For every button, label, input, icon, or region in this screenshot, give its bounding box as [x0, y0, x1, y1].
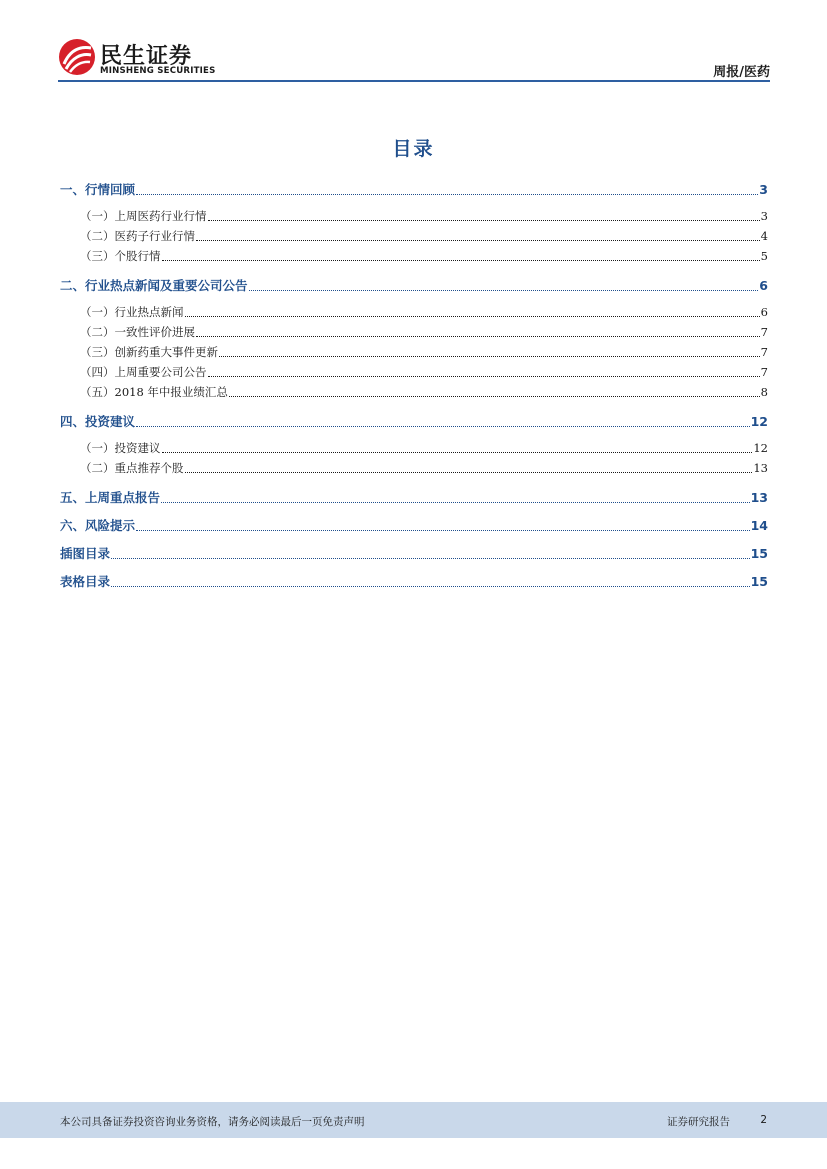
toc-entry-subsection[interactable] — [60, 440, 768, 456]
toc-entry-page: 7 — [760, 325, 768, 339]
toc-entry-title: （二）医药子行业行情 — [80, 229, 195, 243]
footer-disclaimer: 本公司具备证券投资咨询业务资格，请务必阅读最后一页免责声明 — [60, 1116, 365, 1128]
toc-title: 目录 — [392, 138, 435, 160]
header-divider — [58, 80, 770, 82]
toc-entry-page: 3 — [760, 209, 768, 223]
toc-dot-leader — [111, 585, 750, 587]
toc-entry-page: 14 — [750, 518, 768, 533]
toc-entry-title: （三）个股行情 — [80, 249, 161, 263]
toc-entry-page: 6 — [759, 278, 768, 293]
toc-entry-subsection[interactable] — [60, 228, 768, 244]
toc-entry-title: （五）2018 年中报业绩汇总 — [80, 385, 228, 399]
toc-entry-title: 五、上周重点报告 — [60, 490, 161, 505]
toc-dot-leader — [161, 501, 750, 503]
toc-entry-page: 15 — [750, 574, 768, 589]
toc-entry-title: 一、行情回顾 — [60, 182, 136, 197]
toc-dot-leader — [249, 289, 759, 291]
toc-dot-leader — [219, 355, 760, 357]
toc-entry-section[interactable] — [60, 412, 768, 430]
toc-entry-subsection[interactable] — [60, 460, 768, 476]
toc-entry-section[interactable] — [60, 276, 768, 294]
page-header — [58, 38, 770, 80]
toc-entry-title: （三）创新药重大事件更新 — [80, 345, 218, 359]
toc-entry-page: 8 — [760, 385, 768, 399]
toc-entry-subsection[interactable] — [60, 344, 768, 360]
logo-chinese-name: 民生证券 — [100, 44, 193, 69]
toc-entry-page: 15 — [750, 546, 768, 561]
toc-entry-title: 四、投资建议 — [60, 414, 136, 429]
toc-entry-title: （二）一致性评价进展 — [80, 325, 195, 339]
toc-entry-subsection[interactable] — [60, 208, 768, 224]
toc-entry-subsection[interactable] — [60, 384, 768, 400]
toc-entry-page: 12 — [753, 441, 768, 455]
footer-page-number: 2 — [760, 1114, 767, 1126]
page-footer — [0, 1102, 827, 1138]
minsheng-logo — [58, 38, 218, 80]
toc-entry-title: （二）重点推荐个股 — [80, 461, 184, 475]
toc-entry-section[interactable] — [60, 572, 768, 590]
toc-dot-leader — [162, 451, 753, 453]
toc-dot-leader — [185, 471, 753, 473]
toc-dot-leader — [208, 375, 760, 377]
toc-dot-leader — [229, 395, 760, 397]
toc-entry-section[interactable] — [60, 544, 768, 562]
toc-entry-subsection[interactable] — [60, 304, 768, 320]
toc-entry-title: （四）上周重要公司公告 — [80, 365, 207, 379]
toc-entry-title: （一）投资建议 — [80, 441, 161, 455]
toc-entry-page: 7 — [760, 345, 768, 359]
toc-dot-leader — [185, 315, 760, 317]
toc-entry-page: 12 — [750, 414, 768, 429]
toc-entry-title: 六、风险提示 — [60, 518, 136, 533]
toc-entry-page: 3 — [759, 182, 768, 197]
report-category: 周报/医药 — [713, 65, 770, 80]
toc-dot-leader — [136, 425, 750, 427]
toc-entry-page: 13 — [753, 461, 768, 475]
toc-dot-leader — [136, 193, 758, 195]
toc-entry-title: 二、行业热点新闻及重要公司公告 — [60, 278, 248, 293]
toc-entry-section[interactable] — [60, 488, 768, 506]
toc-dot-leader — [196, 239, 760, 241]
toc-entry-page: 6 — [760, 305, 768, 319]
toc-dot-leader — [111, 557, 750, 559]
logo-emblem-icon — [58, 38, 96, 76]
toc-dot-leader — [208, 219, 760, 221]
toc-entry-page: 4 — [760, 229, 768, 243]
toc-dot-leader — [162, 259, 760, 261]
toc-entry-page: 7 — [760, 365, 768, 379]
toc-entry-subsection[interactable] — [60, 324, 768, 340]
toc-entry-title: （一）行业热点新闻 — [80, 305, 184, 319]
toc-entry-title: 表格目录 — [60, 574, 111, 589]
toc-entry-title: 插图目录 — [60, 546, 111, 561]
toc-entry-subsection[interactable] — [60, 248, 768, 264]
toc-entry-subsection[interactable] — [60, 364, 768, 380]
toc-dot-leader — [196, 335, 760, 337]
toc-entry-section[interactable] — [60, 516, 768, 534]
toc-entry-section[interactable] — [60, 180, 768, 198]
toc-entry-title: （一）上周医药行业行情 — [80, 209, 207, 223]
toc-entry-page: 13 — [750, 490, 768, 505]
logo-english-name: MINSHENG SECURITIES — [100, 66, 216, 76]
toc-dot-leader — [136, 529, 750, 531]
toc-entry-page: 5 — [760, 249, 768, 263]
footer-report-type: 证券研究报告 — [667, 1116, 730, 1128]
